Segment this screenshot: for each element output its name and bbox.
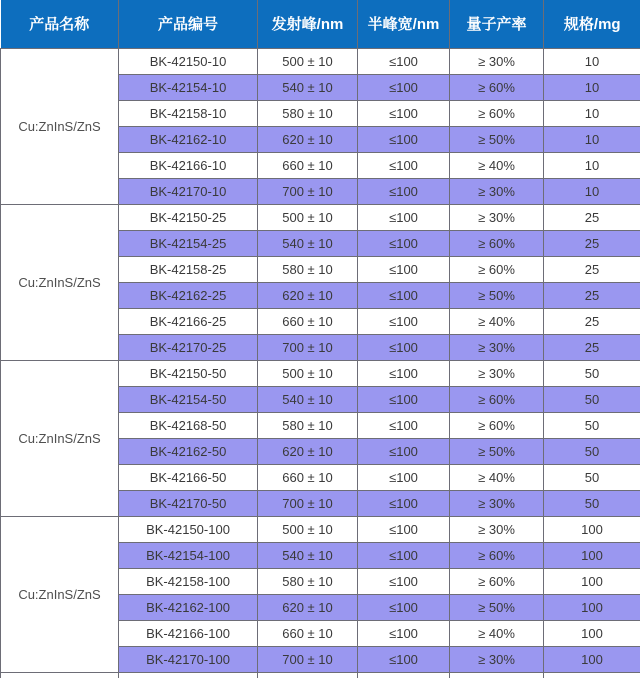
fwhm-cell: ≤100 xyxy=(358,490,450,516)
emission-peak-cell: 500 ± 10 xyxy=(258,204,358,230)
emission-peak-cell: 540 ± 10 xyxy=(258,542,358,568)
emission-peak-cell: 620 ± 10 xyxy=(258,438,358,464)
product-code-cell: BK-42158-100 xyxy=(119,568,258,594)
product-code-cell: BK-42168-50 xyxy=(119,412,258,438)
fwhm-cell: ≤100 xyxy=(358,438,450,464)
product-code-cell: BK-42170-100 xyxy=(119,646,258,672)
spec-cell: 10 xyxy=(544,48,640,74)
quantum-yield-cell: ≥ 30% xyxy=(450,516,544,542)
emission-peak-cell: 700 ± 10 xyxy=(258,334,358,360)
spec-cell: 25 xyxy=(544,204,640,230)
quantum-yield-cell: ≥ 30% xyxy=(450,204,544,230)
product-code-cell: BK-42158-10 xyxy=(119,100,258,126)
emission-peak-cell: 660 ± 10 xyxy=(258,308,358,334)
spec-cell: 25 xyxy=(544,334,640,360)
emission-peak-cell: 660 ± 10 xyxy=(258,152,358,178)
emission-peak-cell: 580 ± 10 xyxy=(258,100,358,126)
quantum-yield-cell: ≥ 60% xyxy=(450,386,544,412)
quantum-yield-cell: ≥ 60% xyxy=(450,100,544,126)
spec-cell: 25 xyxy=(544,282,640,308)
product-code-cell: BK-42166-50 xyxy=(119,464,258,490)
quantum-yield-cell: ≥ 40% xyxy=(450,464,544,490)
emission-peak-cell: 620 ± 10 xyxy=(258,282,358,308)
quantum-yield-cell: ≥ 30% xyxy=(450,646,544,672)
quantum-yield-cell: ≥ 60% xyxy=(450,256,544,282)
product-name-cell: Cu:ZnInS/ZnS xyxy=(1,516,119,672)
header-row xyxy=(1,0,640,48)
spec-cell: 25 xyxy=(544,256,640,282)
emission-peak-cell: 540 ± 10 xyxy=(258,74,358,100)
product-code-cell: BK-42170-25 xyxy=(119,334,258,360)
fwhm-cell: ≤100 xyxy=(358,334,450,360)
emission-peak-cell: 500 ± 10 xyxy=(258,48,358,74)
quantum-yield-cell: ≥ 30% xyxy=(450,360,544,386)
quantum-yield-cell: ≥ 60% xyxy=(450,568,544,594)
product-name-cell xyxy=(1,672,119,678)
fwhm-cell: ≤100 xyxy=(358,282,450,308)
quantum-yield-cell: ≥ 60% xyxy=(450,230,544,256)
product-code-cell: BK-42150-25 xyxy=(119,204,258,230)
table-row xyxy=(1,204,640,230)
spec-cell: 50 xyxy=(544,386,640,412)
header-fwhm: 半峰宽/nm xyxy=(358,0,450,48)
emission-peak-cell: 540 ± 10 xyxy=(258,386,358,412)
spec-cell: 100 xyxy=(544,516,640,542)
fwhm-cell: ≤100 xyxy=(358,256,450,282)
spec-cell: 100 xyxy=(544,594,640,620)
quantum-yield-cell: ≥ 40% xyxy=(450,308,544,334)
spec-cell: 100 xyxy=(544,568,640,594)
spec-cell: 10 xyxy=(544,178,640,204)
fwhm-cell: ≤100 xyxy=(358,412,450,438)
product-code-cell: BK-42162-10 xyxy=(119,126,258,152)
quantum-yield-cell: ≥ 30% xyxy=(450,178,544,204)
product-name-cell: Cu:ZnInS/ZnS xyxy=(1,48,119,204)
table-row xyxy=(1,48,640,74)
product-code-cell: BK-42150-100 xyxy=(119,516,258,542)
fwhm-cell: ≤100 xyxy=(358,178,450,204)
fwhm-cell: ≤100 xyxy=(358,152,450,178)
emission-peak-cell: 500 ± 10 xyxy=(258,360,358,386)
product-code-cell: BK-42166-10 xyxy=(119,152,258,178)
spec-cell: 100 xyxy=(544,620,640,646)
empty-cell xyxy=(544,672,640,678)
fwhm-cell: ≤100 xyxy=(358,308,450,334)
quantum-yield-cell: ≥ 40% xyxy=(450,152,544,178)
spec-cell: 100 xyxy=(544,646,640,672)
header-product-name: 产品名称 xyxy=(1,0,119,48)
product-code-cell: BK-42154-10 xyxy=(119,74,258,100)
product-code-cell: BK-42170-10 xyxy=(119,178,258,204)
emission-peak-cell: 580 ± 10 xyxy=(258,256,358,282)
product-code-cell: BK-42158-25 xyxy=(119,256,258,282)
empty-cell xyxy=(358,672,450,678)
quantum-yield-cell: ≥ 50% xyxy=(450,594,544,620)
header-product-code: 产品编号 xyxy=(119,0,258,48)
quantum-yield-cell: ≥ 60% xyxy=(450,74,544,100)
fwhm-cell: ≤100 xyxy=(358,620,450,646)
quantum-yield-cell: ≥ 30% xyxy=(450,334,544,360)
emission-peak-cell: 700 ± 10 xyxy=(258,178,358,204)
emission-peak-cell: 500 ± 10 xyxy=(258,516,358,542)
spec-cell: 10 xyxy=(544,100,640,126)
fwhm-cell: ≤100 xyxy=(358,48,450,74)
emission-peak-cell: 580 ± 10 xyxy=(258,568,358,594)
fwhm-cell: ≤100 xyxy=(358,74,450,100)
product-code-cell: BK-42162-25 xyxy=(119,282,258,308)
product-name-cell: Cu:ZnInS/ZnS xyxy=(1,204,119,360)
quantum-yield-cell: ≥ 50% xyxy=(450,126,544,152)
emission-peak-cell: 620 ± 10 xyxy=(258,594,358,620)
spec-cell: 50 xyxy=(544,360,640,386)
fwhm-cell: ≤100 xyxy=(358,594,450,620)
fwhm-cell: ≤100 xyxy=(358,126,450,152)
quantum-yield-cell: ≥ 50% xyxy=(450,282,544,308)
fwhm-cell: ≤100 xyxy=(358,542,450,568)
emission-peak-cell: 660 ± 10 xyxy=(258,620,358,646)
quantum-yield-cell: ≥ 30% xyxy=(450,490,544,516)
spec-cell: 10 xyxy=(544,126,640,152)
quantum-yield-cell: ≥ 50% xyxy=(450,438,544,464)
spec-cell: 50 xyxy=(544,438,640,464)
emission-peak-cell: 580 ± 10 xyxy=(258,412,358,438)
partial-next-row xyxy=(1,672,640,678)
product-code-cell: BK-42154-25 xyxy=(119,230,258,256)
spec-cell: 10 xyxy=(544,152,640,178)
fwhm-cell: ≤100 xyxy=(358,516,450,542)
fwhm-cell: ≤100 xyxy=(358,100,450,126)
product-code-cell: BK-42150-10 xyxy=(119,48,258,74)
empty-cell xyxy=(450,672,544,678)
quantum-yield-cell: ≥ 60% xyxy=(450,412,544,438)
header-emission-peak: 发射峰/nm xyxy=(258,0,358,48)
product-code-cell: BK-42162-100 xyxy=(119,594,258,620)
fwhm-cell: ≤100 xyxy=(358,230,450,256)
product-code-cell: BK-42150-50 xyxy=(119,360,258,386)
spec-cell: 25 xyxy=(544,308,640,334)
empty-cell xyxy=(119,672,258,678)
fwhm-cell: ≤100 xyxy=(358,568,450,594)
spec-cell: 100 xyxy=(544,542,640,568)
product-name-cell: Cu:ZnInS/ZnS xyxy=(1,360,119,516)
fwhm-cell: ≤100 xyxy=(358,204,450,230)
product-code-cell: BK-42162-50 xyxy=(119,438,258,464)
quantum-yield-cell: ≥ 60% xyxy=(450,542,544,568)
header-spec: 规格/mg xyxy=(544,0,640,48)
emission-peak-cell: 660 ± 10 xyxy=(258,464,358,490)
product-code-cell: BK-42166-100 xyxy=(119,620,258,646)
quantum-yield-cell: ≥ 30% xyxy=(450,48,544,74)
table-row xyxy=(1,516,640,542)
emission-peak-cell: 620 ± 10 xyxy=(258,126,358,152)
quantum-yield-cell: ≥ 40% xyxy=(450,620,544,646)
product-code-cell: BK-42170-50 xyxy=(119,490,258,516)
fwhm-cell: ≤100 xyxy=(358,464,450,490)
empty-cell xyxy=(258,672,358,678)
spec-cell: 50 xyxy=(544,464,640,490)
spec-cell: 50 xyxy=(544,490,640,516)
spec-cell: 25 xyxy=(544,230,640,256)
product-code-cell: BK-42166-25 xyxy=(119,308,258,334)
fwhm-cell: ≤100 xyxy=(358,360,450,386)
product-code-cell: BK-42154-50 xyxy=(119,386,258,412)
spec-cell: 50 xyxy=(544,412,640,438)
table-row xyxy=(1,360,640,386)
product-code-cell: BK-42154-100 xyxy=(119,542,258,568)
fwhm-cell: ≤100 xyxy=(358,646,450,672)
spec-cell: 10 xyxy=(544,74,640,100)
fwhm-cell: ≤100 xyxy=(358,386,450,412)
header-quantum-yield: 量子产率 xyxy=(450,0,544,48)
emission-peak-cell: 540 ± 10 xyxy=(258,230,358,256)
emission-peak-cell: 700 ± 10 xyxy=(258,490,358,516)
emission-peak-cell: 700 ± 10 xyxy=(258,646,358,672)
